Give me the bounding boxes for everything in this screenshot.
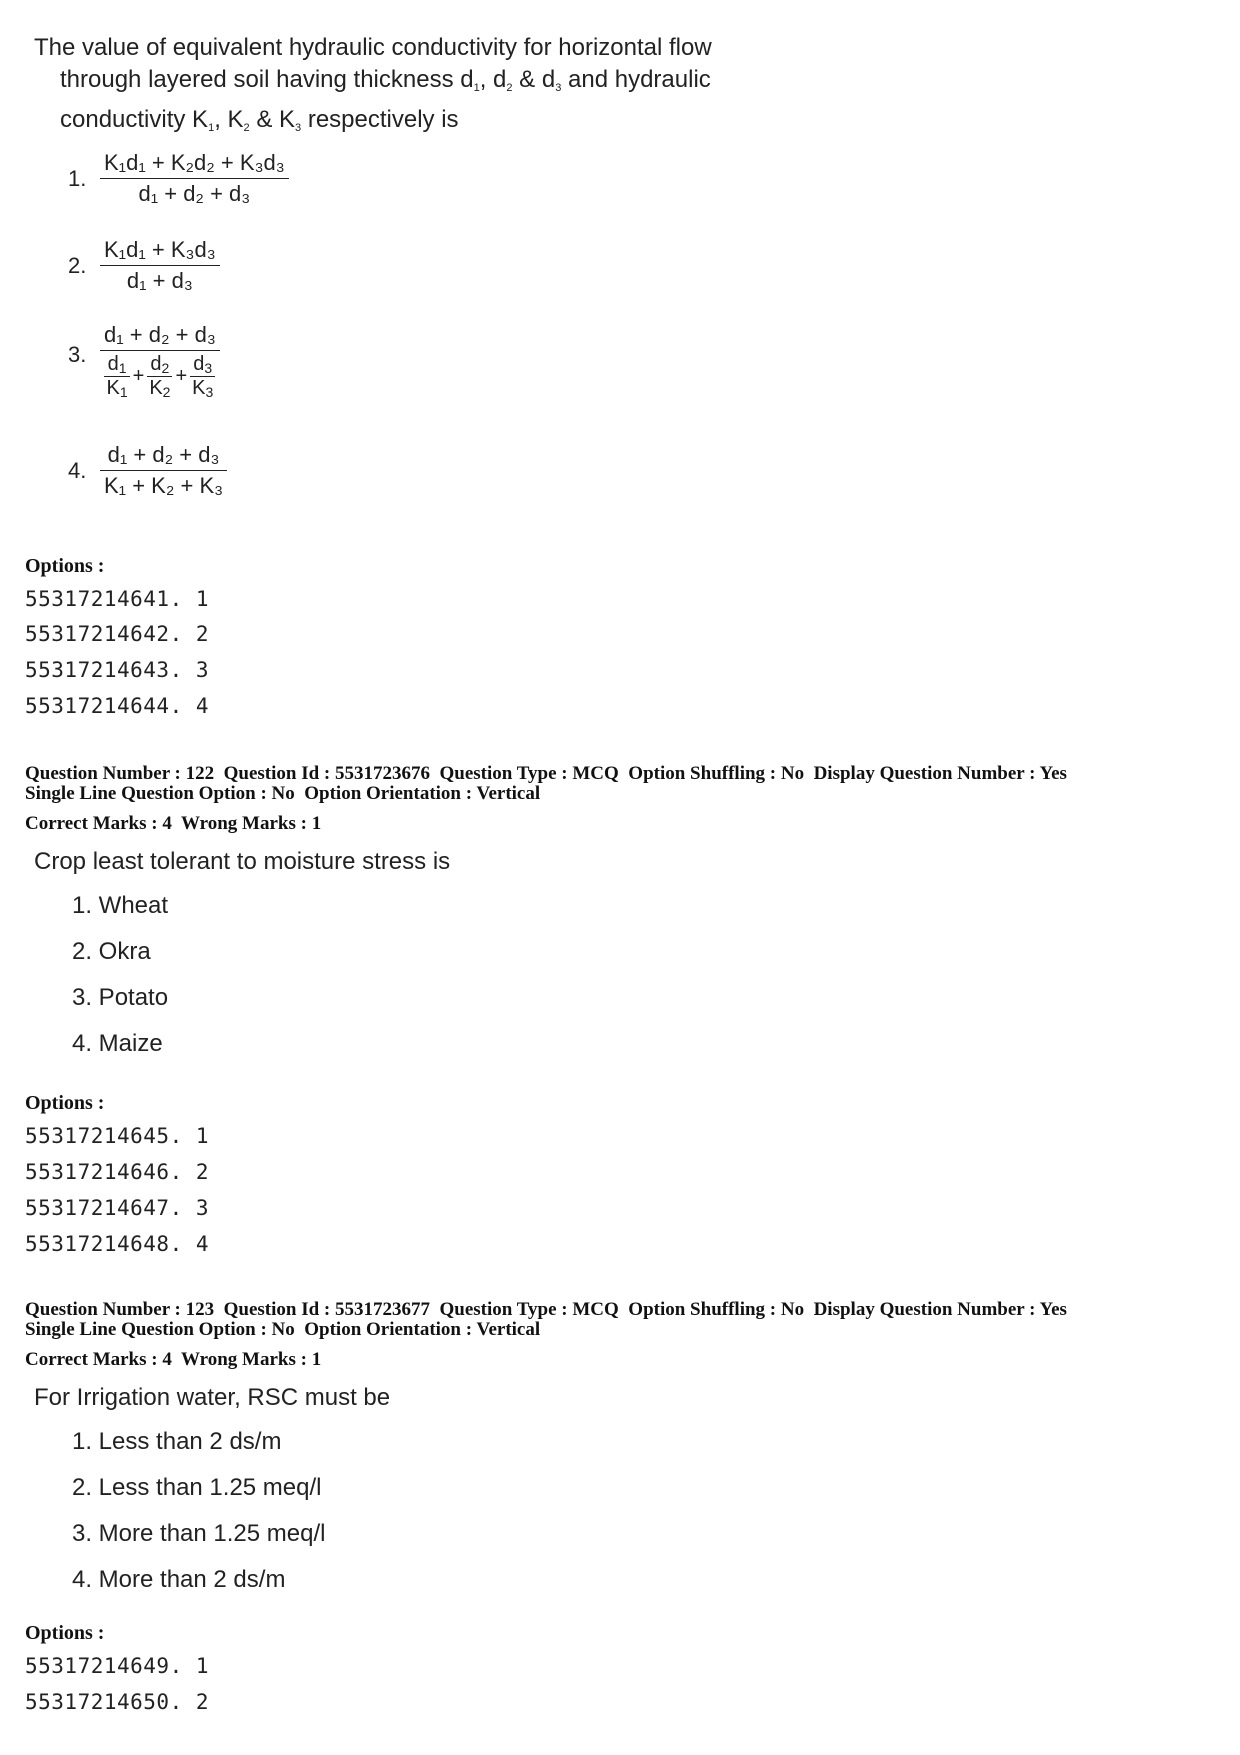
q3-choice-2: 2. Less than 1.25 meq/l bbox=[72, 1474, 322, 1501]
q3-choice-3: 3. More than 1.25 meq/l bbox=[72, 1520, 326, 1547]
q1-choice-4-fraction bbox=[100, 442, 227, 499]
q1-choice-3-label: 3. bbox=[68, 342, 87, 367]
q2-choice-4: 4. Maize bbox=[72, 1030, 163, 1057]
q1-choice-2-denominator: d₁ + d₃ bbox=[100, 265, 220, 294]
q1-choice-1-label: 1. bbox=[68, 166, 87, 191]
q1-options-label: Options : bbox=[25, 555, 105, 577]
q2-choice-1: 1. Wheat bbox=[72, 892, 169, 919]
q1-option-2[interactable]: 55317214642. 2 bbox=[25, 622, 210, 646]
q1-stem bbox=[34, 32, 712, 144]
q2-options-label: Options : bbox=[25, 1092, 105, 1114]
q1-stem-line2: through layered soil having thickness $d_1$, $d_2$ & $d_3$ and hydraulic bbox=[60, 66, 711, 94]
q2-option-4[interactable]: 55317214648. 4 bbox=[25, 1232, 210, 1256]
q1-choice-2-label: 2. bbox=[68, 253, 87, 278]
q2-marks: Correct Marks : 4 Wrong Marks : 1 bbox=[25, 813, 322, 834]
q1-choice-3-fraction bbox=[100, 322, 220, 400]
q1-option-3[interactable]: 55317214643. 3 bbox=[25, 658, 210, 682]
q1-choice-4-numerator: d₁ + d₂ + d₃ bbox=[107, 442, 220, 467]
q3-option-1[interactable]: 55317214649. 1 bbox=[25, 1654, 210, 1678]
q3-stem: For Irrigation water, RSC must be bbox=[34, 1384, 391, 1411]
q2-meta-line1: Question Number : 122 Question Id : 5531723676 Question Type : MCQ Option Shuffling : No Display Question Number : Yes bbox=[25, 763, 1067, 784]
q1-choice-3-denominator: $\frac{d_1}{K_1}$ + $\frac{d_2}{K_2}$ + $\frac{d_3}{K_3}$ bbox=[100, 350, 220, 400]
q3-choice-1: 1. Less than 2 ds/m bbox=[72, 1428, 282, 1455]
q1-option-4[interactable]: 55317214644. 4 bbox=[25, 694, 210, 718]
q1-stem-line3: conductivity $K_1$, $K_2$ & $K_3$ respectively is bbox=[60, 106, 459, 134]
q1-choice-4-denominator: K₁ + K₂ + K₃ bbox=[100, 470, 227, 499]
q1-choice-1-fraction bbox=[100, 150, 289, 207]
q3-choice-4: 4. More than 2 ds/m bbox=[72, 1566, 286, 1593]
q2-choice-3: 3. Potato bbox=[72, 984, 169, 1011]
q2-meta-line2: Single Line Question Option : No Option Orientation : Vertical bbox=[25, 783, 541, 804]
q3-marks: Correct Marks : 4 Wrong Marks : 1 bbox=[25, 1349, 322, 1370]
q1-option-1[interactable]: 55317214641. 1 bbox=[25, 587, 210, 611]
q1-choice-4-label: 4. bbox=[68, 458, 87, 483]
q2-choice-2: 2. Okra bbox=[72, 938, 151, 965]
q1-choice-2-numerator: K₁d₁ + K₃d₃ bbox=[104, 237, 216, 262]
q2-option-1[interactable]: 55317214645. 1 bbox=[25, 1124, 210, 1148]
q1-choice-3-numerator: d₁ + d₂ + d₃ bbox=[104, 322, 216, 347]
q2-option-3[interactable]: 55317214647. 3 bbox=[25, 1196, 210, 1220]
q3-options-label: Options : bbox=[25, 1622, 105, 1644]
q3-option-2[interactable]: 55317214650. 2 bbox=[25, 1690, 210, 1714]
q3-meta-line1: Question Number : 123 Question Id : 5531723677 Question Type : MCQ Option Shuffling : No Display Question Number : Yes bbox=[25, 1299, 1067, 1320]
q3-meta-line2: Single Line Question Option : No Option Orientation : Vertical bbox=[25, 1319, 541, 1340]
q2-option-2[interactable]: 55317214646. 2 bbox=[25, 1160, 210, 1184]
q1-stem-line1: The value of equivalent hydraulic conductivity for horizontal flow bbox=[34, 34, 712, 61]
q1-choice-2-fraction bbox=[100, 237, 220, 294]
q2-stem: Crop least tolerant to moisture stress is bbox=[34, 848, 451, 875]
q1-choice-1-numerator: K₁d₁ + K₂d₂ + K₃d₃ bbox=[104, 150, 285, 175]
q1-choice-1-denominator: d₁ + d₂ + d₃ bbox=[100, 178, 289, 207]
